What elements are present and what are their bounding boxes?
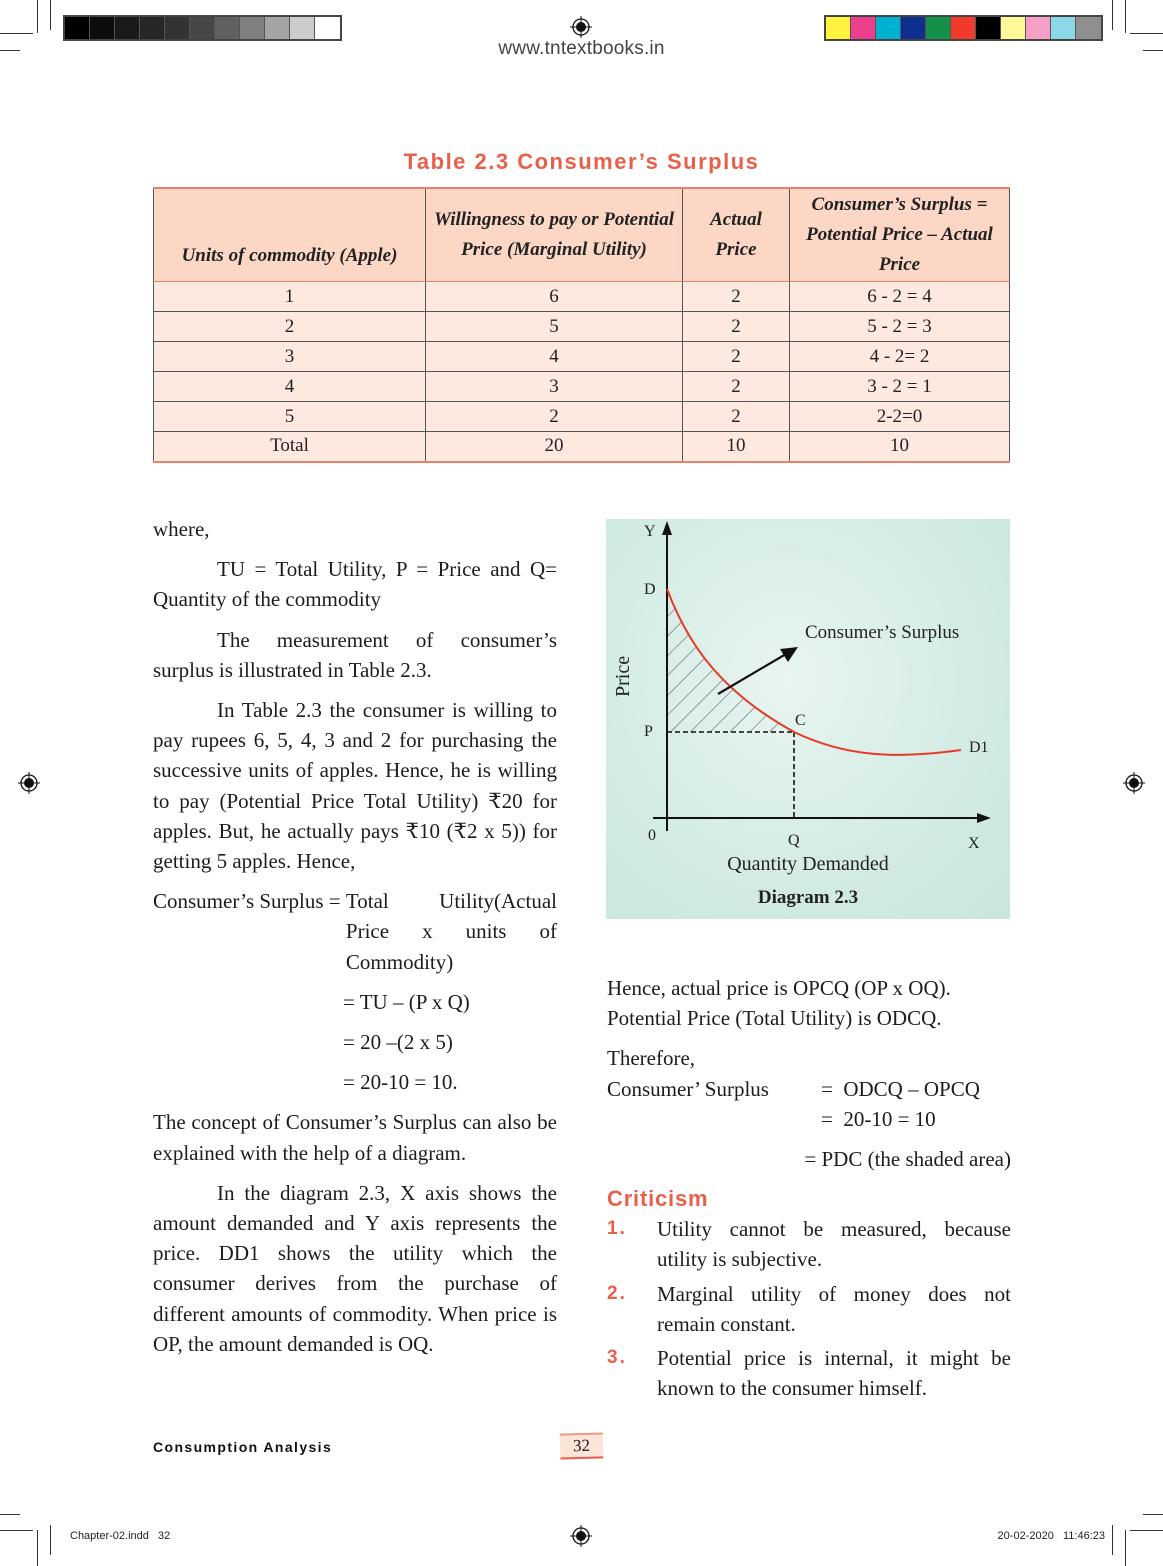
point-d-label: D bbox=[644, 581, 656, 598]
table-cell: 3 - 2 = 1 bbox=[790, 372, 1010, 402]
formula-step: = 20-10 = 10. bbox=[343, 1070, 458, 1095]
table-row bbox=[154, 402, 1010, 432]
table-cell: 6 bbox=[426, 282, 683, 312]
paragraph: Hence, actual price is OPCQ (OP x OQ). Potential Price (Total Utility) is ODCQ. bbox=[607, 976, 951, 1031]
crop-mark bbox=[1143, 1514, 1163, 1515]
table-cell: 4 bbox=[154, 372, 426, 402]
slug-date: 20-02-2020 11:46:23 bbox=[997, 1530, 1105, 1542]
gray-swatch bbox=[65, 17, 90, 39]
table-cell: 10 bbox=[790, 432, 1010, 462]
table-header-row bbox=[154, 188, 1010, 282]
criticism-list bbox=[607, 1214, 1011, 1403]
crop-mark bbox=[0, 1514, 20, 1515]
right-column bbox=[607, 973, 1011, 1407]
table-row bbox=[154, 312, 1010, 342]
table-cell: 4 - 2= 2 bbox=[790, 342, 1010, 372]
table-cell: 2 bbox=[683, 282, 790, 312]
table-title: Table 2.3 Consumer’s Surplus bbox=[403, 149, 760, 174]
point-c-label: C bbox=[795, 712, 806, 729]
gray-swatch bbox=[190, 17, 215, 39]
point-p-label: P bbox=[644, 723, 653, 740]
column-header-units: Units of commodity (Apple) bbox=[154, 188, 426, 282]
x-axis-letter: X bbox=[968, 835, 980, 852]
crop-mark bbox=[37, 1530, 38, 1566]
paragraph: In the diagram 2.3, X axis shows the amount demanded and Y axis represents the price. DD1 shows the utility which the consumer derives from the purchase of different amounts of commodity. When price is OP, the amount demanded is OQ. bbox=[153, 1180, 557, 1356]
gray-swatch bbox=[165, 17, 190, 39]
page-number: 32 bbox=[560, 1432, 604, 1459]
paragraph: In Table 2.3 the consumer is willing to pay rupees 6, 5, 4, 3 and 2 for purchasing the successive units of apples. Hence, he is willing to pay (Potential Price Total Utility) ₹20 for apples. But, he actually pays ₹10 (₹2 x 5)) for getting 5 apples. Hence, bbox=[153, 698, 557, 874]
x-axis-title: Quantity Demanded bbox=[727, 853, 889, 875]
cs-label: Consumer’ Surplus bbox=[607, 1076, 769, 1101]
crop-mark bbox=[37, 0, 38, 33]
table-cell: 20 bbox=[426, 432, 683, 462]
cs-eq2: = 20-10 = 10 bbox=[821, 1106, 936, 1131]
table-row bbox=[154, 282, 1010, 312]
criticism-text: Marginal utility of money does not remain constant. bbox=[657, 1281, 1011, 1336]
therefore-text: Therefore, bbox=[607, 1046, 696, 1071]
cs-eq1: = ODCQ – OPCQ bbox=[821, 1076, 980, 1101]
curve-end-label: D1 bbox=[969, 739, 989, 756]
table-cell: 5 - 2 = 3 bbox=[790, 312, 1010, 342]
column-header-consumer-surplus: Consumer’s Surplus = Potential Price – Actual Price bbox=[790, 188, 1010, 282]
criticism-number: 2. bbox=[607, 1282, 627, 1304]
paragraph: The measurement of consumer’s surplus is illustrated in Table 2.3. bbox=[153, 627, 557, 682]
formula-label: Consumer’s Surplus = bbox=[153, 889, 346, 914]
registration-mark-icon bbox=[18, 772, 40, 794]
color-swatch bbox=[1001, 17, 1026, 39]
criticism-number: 1. bbox=[607, 1218, 627, 1240]
table-cell: 2 bbox=[683, 312, 790, 342]
table-cell: 2 bbox=[683, 342, 790, 372]
cs-eq3: = PDC (the shaded area) bbox=[804, 1147, 1011, 1172]
registration-mark-icon bbox=[570, 16, 592, 38]
crop-mark bbox=[0, 33, 33, 34]
table-row bbox=[154, 432, 1010, 462]
table-cell: 5 bbox=[426, 312, 683, 342]
gray-swatch bbox=[315, 17, 340, 39]
column-header-potential-price: Willingness to pay or Potential Price (Marginal Utility) bbox=[426, 188, 683, 282]
registration-mark-icon bbox=[1123, 772, 1145, 794]
table-row bbox=[154, 342, 1010, 372]
color-swatch bbox=[901, 17, 926, 39]
gray-swatch bbox=[290, 17, 315, 39]
crop-mark bbox=[1130, 1530, 1163, 1531]
criticism-text: Potential price is internal, it might be known to the consumer himself. bbox=[657, 1346, 1011, 1401]
where-text: where, bbox=[153, 517, 210, 541]
table-cell: 2-2=0 bbox=[790, 402, 1010, 432]
crop-mark bbox=[1125, 0, 1126, 33]
criticism-heading: Criticism bbox=[607, 1186, 709, 1212]
color-swatch bbox=[1051, 17, 1076, 39]
table-cell: 5 bbox=[154, 402, 426, 432]
formula-block bbox=[153, 886, 557, 977]
criticism-item bbox=[607, 1343, 1011, 1403]
surplus-annotation: Consumer’s Surplus bbox=[805, 622, 960, 643]
criticism-item bbox=[607, 1279, 1011, 1339]
registration-mark-icon bbox=[570, 1525, 592, 1547]
color-swatch bbox=[826, 17, 851, 39]
crop-mark bbox=[0, 1530, 33, 1531]
criticism-number: 3. bbox=[607, 1347, 627, 1369]
table-cell: 3 bbox=[154, 342, 426, 372]
color-swatch bbox=[851, 17, 876, 39]
color-swatch bbox=[1076, 17, 1101, 39]
table-cell: 1 bbox=[154, 282, 426, 312]
criticism-item bbox=[607, 1214, 1011, 1274]
formula-step: = TU – (P x Q) bbox=[343, 989, 470, 1014]
color-swatch bbox=[876, 17, 901, 39]
table-cell: 4 bbox=[426, 342, 683, 372]
crop-mark bbox=[1125, 1530, 1126, 1566]
crop-mark bbox=[1112, 1525, 1113, 1555]
table-cell: 2 bbox=[683, 402, 790, 432]
gray-swatch bbox=[115, 17, 140, 39]
table-cell: 10 bbox=[683, 432, 790, 462]
point-q-label: Q bbox=[788, 832, 800, 849]
cs-equation bbox=[607, 1074, 1011, 1104]
site-url: www.tntextbooks.in bbox=[498, 38, 665, 59]
color-swatch bbox=[926, 17, 951, 39]
gray-swatch bbox=[240, 17, 265, 39]
slug-file: Chapter-02.indd 32 bbox=[70, 1530, 171, 1542]
table-cell: 3 bbox=[426, 372, 683, 402]
crop-mark bbox=[50, 1525, 51, 1555]
gray-swatch bbox=[90, 17, 115, 39]
consumer-surplus-table bbox=[153, 187, 1010, 463]
table-cell: 2 bbox=[154, 312, 426, 342]
table-cell: 2 bbox=[683, 372, 790, 402]
color-swatch bbox=[976, 17, 1001, 39]
criticism-text: Utility cannot be measured, because utility is subjective. bbox=[657, 1217, 1011, 1272]
definitions-paragraph: TU = Total Utility, P = Price and Q= Quantity of the commodity bbox=[153, 557, 557, 612]
table-cell: 2 bbox=[426, 402, 683, 432]
crop-mark bbox=[50, 0, 51, 30]
color-swatch bbox=[1026, 17, 1051, 39]
gray-swatch bbox=[215, 17, 240, 39]
paragraph: The concept of Consumer’s Surplus can also be explained with the help of a diagram. bbox=[153, 1110, 557, 1165]
column-header-actual-price: Actual Price bbox=[683, 188, 790, 282]
diagram-title: Diagram 2.3 bbox=[757, 887, 859, 908]
crop-mark bbox=[1130, 33, 1163, 34]
color-swatch bbox=[951, 17, 976, 39]
table-cell: 6 - 2 = 4 bbox=[790, 282, 1010, 312]
consumer-surplus-diagram bbox=[606, 519, 1010, 919]
gray-swatch bbox=[140, 17, 165, 39]
left-column bbox=[153, 514, 557, 1359]
table-cell: Total bbox=[154, 432, 426, 462]
origin-label: 0 bbox=[648, 827, 656, 844]
gray-swatch bbox=[265, 17, 290, 39]
table-row bbox=[154, 372, 1010, 402]
formula-body: Total Utility(Actual Price x units of Commodity) bbox=[345, 889, 557, 974]
y-axis-letter: Y bbox=[644, 523, 656, 540]
y-axis-title: Price bbox=[612, 655, 634, 697]
formula-step: = 20 –(2 x 5) bbox=[343, 1030, 453, 1055]
section-footer: Consumption Analysis bbox=[153, 1439, 333, 1455]
crop-mark bbox=[1112, 0, 1113, 30]
